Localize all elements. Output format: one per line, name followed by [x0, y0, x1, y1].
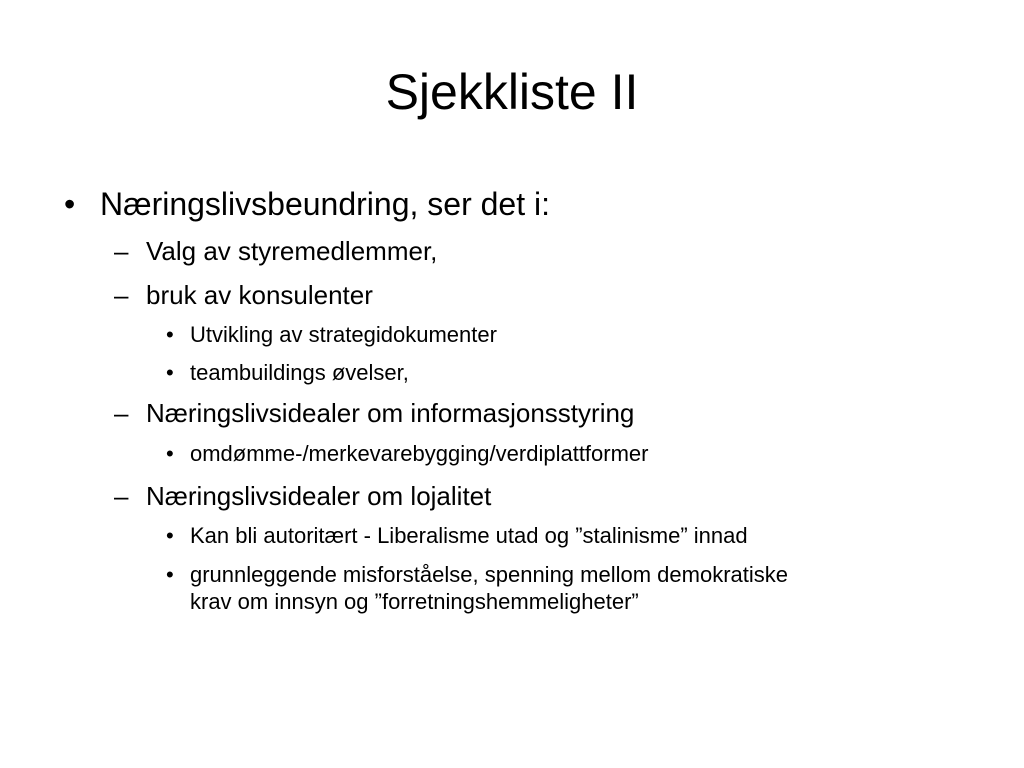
dash-glyph: –: [114, 280, 129, 310]
bullet-glyph: •: [166, 360, 174, 385]
bullet-glyph: •: [166, 523, 174, 548]
bullet-text: Næringslivsbeundring, ser det i:: [100, 186, 550, 222]
bullet-glyph: •: [64, 186, 76, 222]
bullet-text: Næringslivsidealer om lojalitet: [146, 481, 492, 511]
slide-title: Sjekkliste II: [385, 64, 639, 120]
bullet-glyph: •: [166, 441, 174, 466]
bullet-text: grunnleggende misforståelse, spenning mellom demokratiske krav om innsyn og ”forretningshemmeligheter”: [190, 562, 788, 614]
bullet-text: Utvikling av strategidokumenter: [190, 322, 497, 347]
bullet-text: omdømme-/merkevarebygging/verdiplattformer: [190, 441, 649, 466]
bullet-text: Valg av styremedlemmer,: [146, 236, 438, 266]
dash-glyph: –: [114, 398, 129, 428]
dash-glyph: –: [114, 481, 129, 511]
bullet-glyph: •: [166, 322, 174, 347]
bullet-text: bruk av konsulenter: [146, 280, 373, 310]
dash-glyph: –: [114, 236, 129, 266]
bullet-text: Næringslivsidealer om informasjonsstyring: [146, 398, 635, 428]
bullet-text: teambuildings øvelser,: [190, 360, 409, 385]
bullet-text: Kan bli autoritært - Liberalisme utad og ”stalinisme” innad: [190, 523, 748, 548]
bullet-glyph: •: [166, 562, 174, 587]
